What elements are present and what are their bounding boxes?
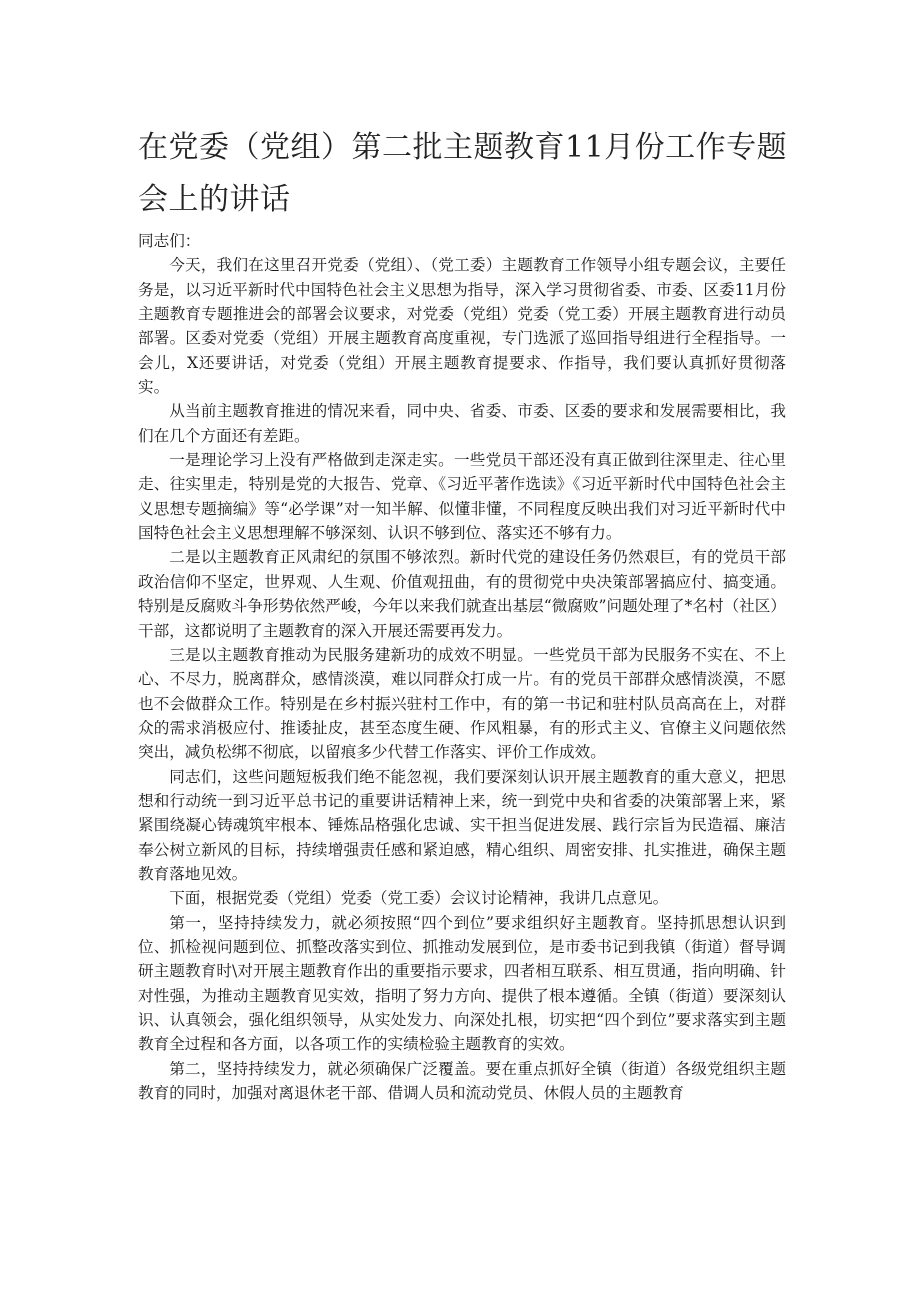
paragraph-first-opinion: 第一，坚持持续发力，就必须按照“四个到位”要求组织好主题教育。坚持抓思想认识到位、抓检视问题到位、抓整改落实到位、抓推动发展到位，是市委书记到我镇（街道）督导调研主题教育时\对开展主题教育作出的重要指示要求，四者相互联系、相互贯通，指向明确、针对性强，为推动主题教育见实效，指明了努力方向、提供了根本遵循。全镇（街道）要深刻认识、认真领会，强化组织领导，从实处发力、向深处扎根，切实把“四个到位”要求落实到主题教育全过程和各方面，以各项工作的实绩检验主题教育的实效。 <box>138 913 786 1054</box>
paragraph-point-one: 一是理论学习上没有严格做到走深走实。一些党员干部还没有真正做到往深里走、往心里走、往实里走，特别是党的大报告、党章、《习近平著作选读》《习近平新时代中国特色社会主义思想专题摘编》等“必学课”对一知半解、似懂非懂，不同程度反映出我们对习近平新时代中国特色社会主义思想理解不够深刻、认识不够到位、落实还不够有力。 <box>138 451 786 543</box>
paragraph-call-to-action: 同志们，这些问题短板我们绝不能忽视，我们要深刻认识开展主题教育的重大意义，把思想和行动统一到习近平总书记的重要讲话精神上来，统一到党中央和省委的决策部署上来，紧紧围绕凝心铸魂筑牢根本、锤炼品格强化忠诚、实干担当促进发展、践行宗旨为民造福、廉洁奉公树立新风的目标，持续增强责任感和紧迫感，精心组织、周密安排、扎实推进，确保主题教育落地见效。 <box>138 767 786 883</box>
document-body <box>138 229 786 1105</box>
paragraph-point-two: 二是以主题教育正风肃纪的氛围不够浓烈。新时代党的建设任务仍然艰巨，有的党员干部政治信仰不坚定，世界观、人生观、价值观扭曲，有的贯彻党中央决策部署搞应付、搞变通。特别是反腐败斗争形势依然严峻，今年以来我们就查出基层“微腐败”问题处理了*名村（社区）干部，这都说明了主题教育的深入开展还需要再发力。 <box>138 548 786 640</box>
paragraph-transition: 下面，根据党委（党组）党委（党工委）会议讨论精神，我讲几点意见。 <box>169 889 669 908</box>
paragraph-intro: 今天，我们在这里召开党委（党组）、（党工委）主题教育工作领导小组专题会议，主要任务是，以习近平新时代中国特色社会主义思想为指导，深入学习贯彻省委、市委、区委11月份主题教育专题推进会的部署会议要求，对党委（党组）党委（党工委）开展主题教育进行动员部署。区委对党委（党组）开展主题教育高度重视，专门选派了巡回指导组进行全程指导。一会儿，X还要讲话，对党委（党组）开展主题教育提要求、作指导，我们要认真抓好贯彻落实。 <box>138 256 786 397</box>
paragraph-second-opinion: 第二，坚持持续发力，就必须确保广泛覆盖。要在重点抓好全镇（街道）各级党组织主题教育的同时，加强对离退休老干部、借调人员和流动党员、休假人员的主题教育 <box>138 1059 786 1103</box>
document-title: 在党委（党组）第二批主题教育11月份工作专题会上的讲话 <box>138 130 788 217</box>
salutation: 同志们： <box>138 232 201 250</box>
paragraph-gap-overview: 从当前主题教育推进的情况来看，同中央、省委、市委、区委的要求和发展需要相比，我们在几个方面还有差距。 <box>138 402 786 445</box>
paragraph-point-three: 三是以主题教育推动为民服务建新功的成效不明显。一些党员干部为民服务不实在、不上心、不尽力，脱离群众，感情淡漠，难以同群众打成一片。有的党员干部群众感情淡漠，不愿也不会做群众工作。特别是在乡村振兴驻村工作中，有的第一书记和驻村队员高高在上，对群众的需求消极应付、推诿扯皮，甚至态度生硬、作风粗暴，有的形式主义、官僚主义问题依然突出，减负松绑不彻底，以留痕多少代替工作落实、评价工作成效。 <box>138 645 786 762</box>
